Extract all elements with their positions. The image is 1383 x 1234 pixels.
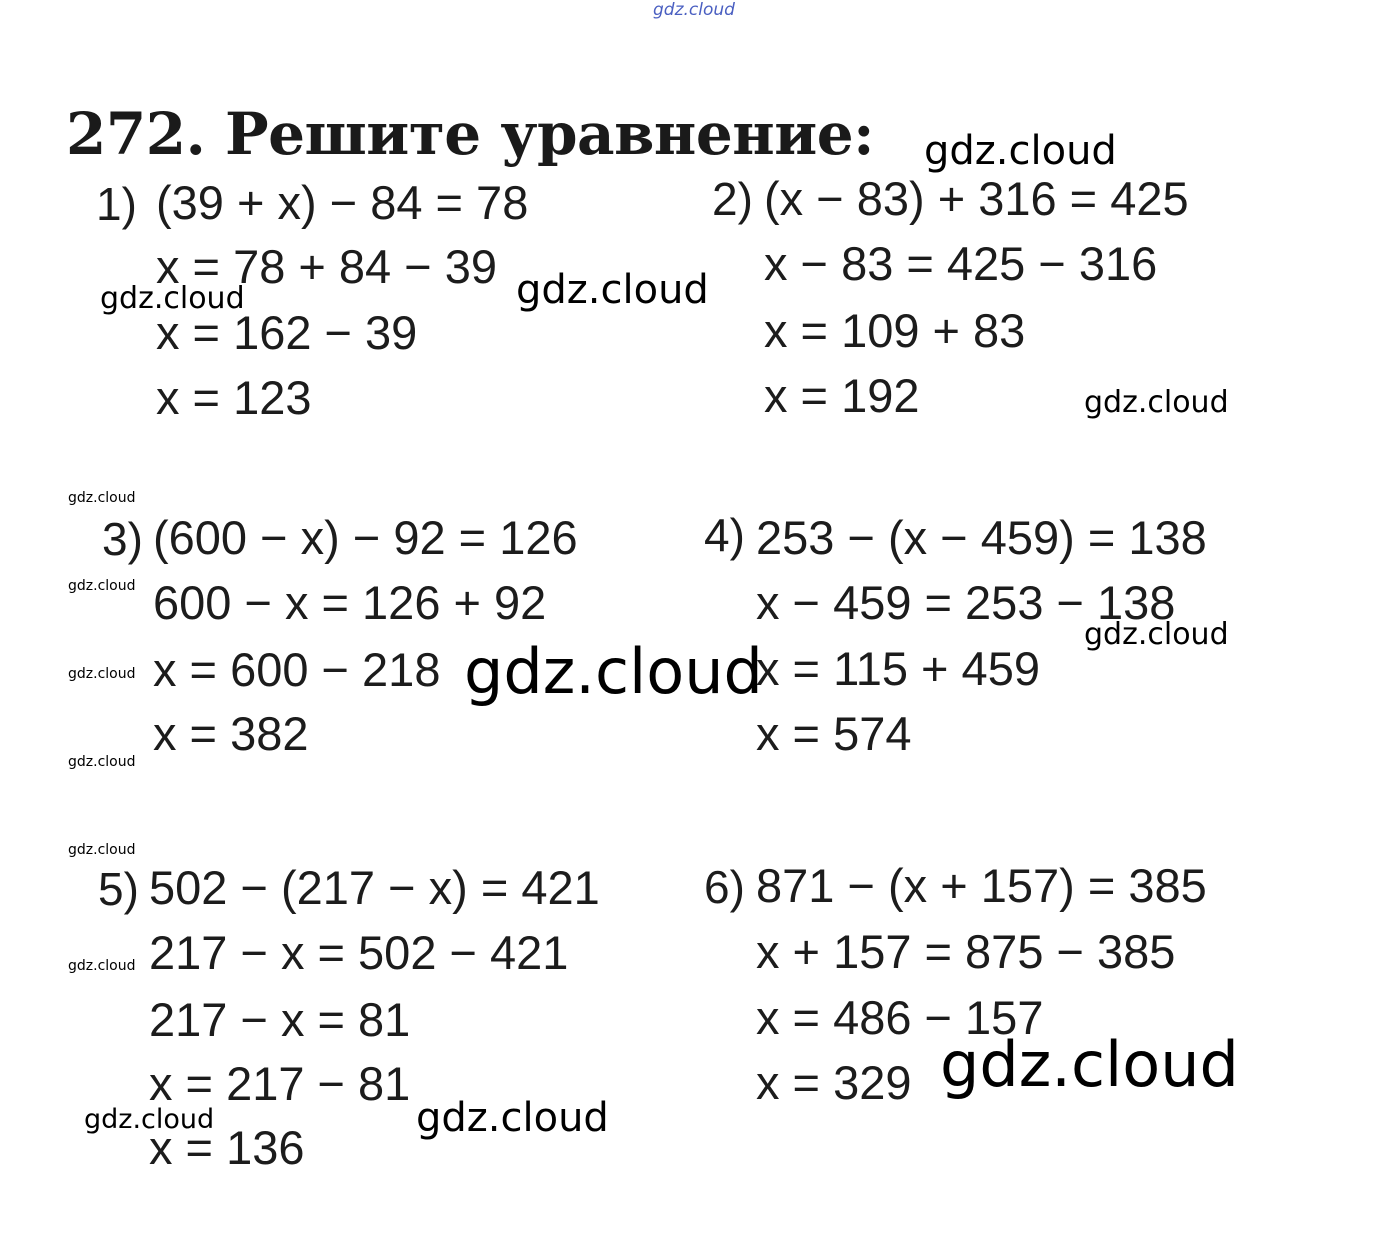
problem-5-line-2: 217 − x = 502 − 421 bbox=[149, 926, 569, 979]
problem-5-line-1: 502 − (217 − x) = 421 bbox=[149, 861, 600, 914]
problem-5-label: 5) bbox=[98, 863, 139, 915]
problem-2-line-1: (x − 83) + 316 = 425 bbox=[764, 172, 1189, 225]
problem-1-line-2: x = 78 + 84 − 39 bbox=[156, 240, 498, 293]
watermark-top: gdz.cloud bbox=[653, 0, 735, 20]
problem-6-line-2: x + 157 = 875 − 385 bbox=[756, 925, 1176, 978]
problem-3-line-4: x = 382 bbox=[153, 707, 309, 760]
problem-2-line-4: x = 192 bbox=[764, 369, 920, 422]
problem-6-line-1: 871 − (x + 157) = 385 bbox=[756, 859, 1207, 912]
problem-5-line-4: x = 217 − 81 bbox=[149, 1057, 411, 1110]
watermark: gdz.cloud bbox=[1084, 617, 1229, 652]
watermark: gdz.cloud bbox=[940, 1028, 1239, 1101]
problem-3-line-1: (600 − x) − 92 = 126 bbox=[153, 511, 578, 564]
problem-6-line-3: x = 486 − 157 bbox=[756, 991, 1044, 1044]
problem-4-line-4: x = 574 bbox=[756, 707, 912, 760]
watermark: gdz.cloud bbox=[516, 267, 709, 313]
problem-3-line-2: 600 − x = 126 + 92 bbox=[153, 576, 547, 629]
problem-2-line-3: x = 109 + 83 bbox=[764, 304, 1026, 357]
problem-1-line-4: x = 123 bbox=[156, 371, 312, 424]
watermark: gdz.cloud bbox=[68, 490, 136, 506]
watermark: gdz.cloud bbox=[100, 281, 245, 316]
problem-2-line-2: x − 83 = 425 − 316 bbox=[764, 237, 1158, 290]
watermark: gdz.cloud bbox=[464, 635, 763, 708]
watermark: gdz.cloud bbox=[68, 958, 136, 974]
problem-5-line-3: 217 − x = 81 bbox=[149, 993, 411, 1046]
problem-4-line-3: x = 115 + 459 bbox=[756, 642, 1040, 695]
watermark: gdz.cloud bbox=[68, 842, 136, 858]
problem-1-label: 1) bbox=[96, 178, 137, 230]
problem-4-line-1: 253 − (x − 459) = 138 bbox=[756, 511, 1207, 564]
problem-6-line-4: x = 329 bbox=[756, 1056, 912, 1109]
problem-3-label: 3) bbox=[102, 513, 143, 565]
watermark: gdz.cloud bbox=[68, 578, 136, 594]
problem-2-label: 2) bbox=[712, 173, 753, 225]
exercise-title: 272. Решите уравнение: bbox=[66, 100, 875, 168]
watermark: gdz.cloud bbox=[416, 1095, 609, 1141]
watermark: gdz.cloud bbox=[68, 666, 136, 682]
problem-5-line-5: x = 136 bbox=[149, 1121, 305, 1174]
watermark: gdz.cloud bbox=[84, 1104, 215, 1135]
problem-3-line-3: x = 600 − 218 bbox=[153, 643, 441, 696]
watermark: gdz.cloud bbox=[1084, 385, 1229, 420]
watermark: gdz.cloud bbox=[68, 754, 136, 770]
problem-6-label: 6) bbox=[704, 861, 745, 913]
problem-1-line-1: (39 + x) − 84 = 78 bbox=[156, 176, 529, 229]
problem-4-line-2: x − 459 = 253 − 138 bbox=[756, 576, 1176, 629]
problem-1-line-3: x = 162 − 39 bbox=[156, 306, 418, 359]
problem-4-label: 4) bbox=[704, 509, 745, 561]
watermark: gdz.cloud bbox=[924, 128, 1117, 174]
